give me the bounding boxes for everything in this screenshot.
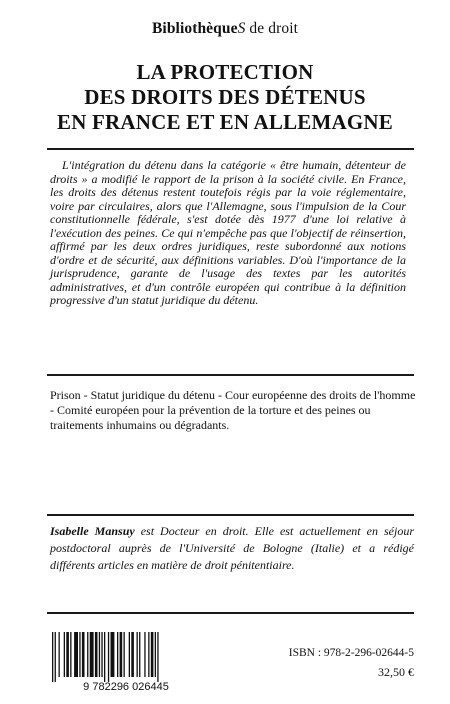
author-bio [50,523,414,574]
barcode-bars [52,632,159,682]
barcode-bar [79,632,80,677]
barcode-bar [70,632,71,677]
barcode-bar [137,632,138,677]
barcode-bar [117,632,118,677]
barcode-bar [74,632,78,677]
barcode-bar [59,632,60,677]
barcode-bar [90,632,94,677]
divider-author-bottom [47,612,414,614]
barcode-bar [82,632,85,677]
series-name [0,20,450,38]
barcode-bar [157,632,158,682]
divider-author-top [47,514,414,516]
barcode-bar [55,632,56,682]
barcode-bar [99,632,100,677]
book-blurb: L'intégration du détenu dans la catégorie « être humain, détenteur de droits » a modifié le rapport de la prison à la société civile. En France, les droits des détenus restent toutefois régis par la voie réglementaire, voire par circulaires, alors que l'Allemagne, sous l'impulsion de la Cour constitutionnelle fédérale, s'est dotée dès 1977 d'une loi relative à l'exécution des peines. Ce qui n'empêche pas que l'objectif de réinsertion, affirmé par les deux ordres juridiques, reste subordonné aux notions d'ordre et de sécurité, aux définitions variables. D'où l'importance de la jurisprudence, garante de l'usage des textes par les autorités administratives, et d'un contrôle européen qui contribue à la définition progressive d'un statut juridique du détenu. [50,158,406,307]
barcode-bar [87,632,88,677]
price: 32,50 € [378,665,414,679]
barcode-bar [95,632,98,677]
divider-blurb-bottom [47,374,414,376]
barcode-bar [108,632,109,682]
series-rest: de droit [245,20,299,37]
barcode-bar [64,632,65,677]
book-title-line-1: LA PROTECTION [136,60,314,84]
author-name: Isabelle Mansuy [50,524,135,538]
barcode-bar [148,632,149,677]
barcode [48,632,204,692]
barcode-bar [52,632,53,682]
series-suffix: S [237,20,246,37]
barcode-digits: 9 782296 026445 [83,681,169,692]
divider-top [47,148,414,150]
book-title-line-3: EN FRANCE ET EN ALLEMAGNE [57,110,393,134]
keywords: Prison - Statut juridique du détenu - Cour européenne des droits de l'homme - Comité européen pour la prévention de la torture et des peines ou traitements inhumains ou dégradants. [50,388,416,432]
barcode-bar [101,632,102,677]
barcode-bar [111,632,115,677]
barcode-bar [144,632,145,677]
barcode-bar [129,632,130,677]
book-title-line-2: DES DROITS DES DÉTENUS [84,85,366,109]
barcode-bar [124,632,125,677]
series-prefix: Bibliothèque [151,20,238,37]
author-bio-text: est Docteur en droit. Elle est actuellement en séjour postdoctoral auprès de l'Université de Bologne (Italie) et a rédigé différents articles en matière de droit pénitentiaire. [50,524,414,572]
barcode-bar [139,632,140,677]
barcode-bar [151,632,154,677]
barcode-bar [155,632,156,677]
isbn: ISBN : 978-2-296-02644-5 [288,647,414,659]
barcode-bar [104,632,105,682]
barcode-bar [131,632,134,677]
barcode-bar [66,632,69,677]
barcode-bar [120,632,123,677]
